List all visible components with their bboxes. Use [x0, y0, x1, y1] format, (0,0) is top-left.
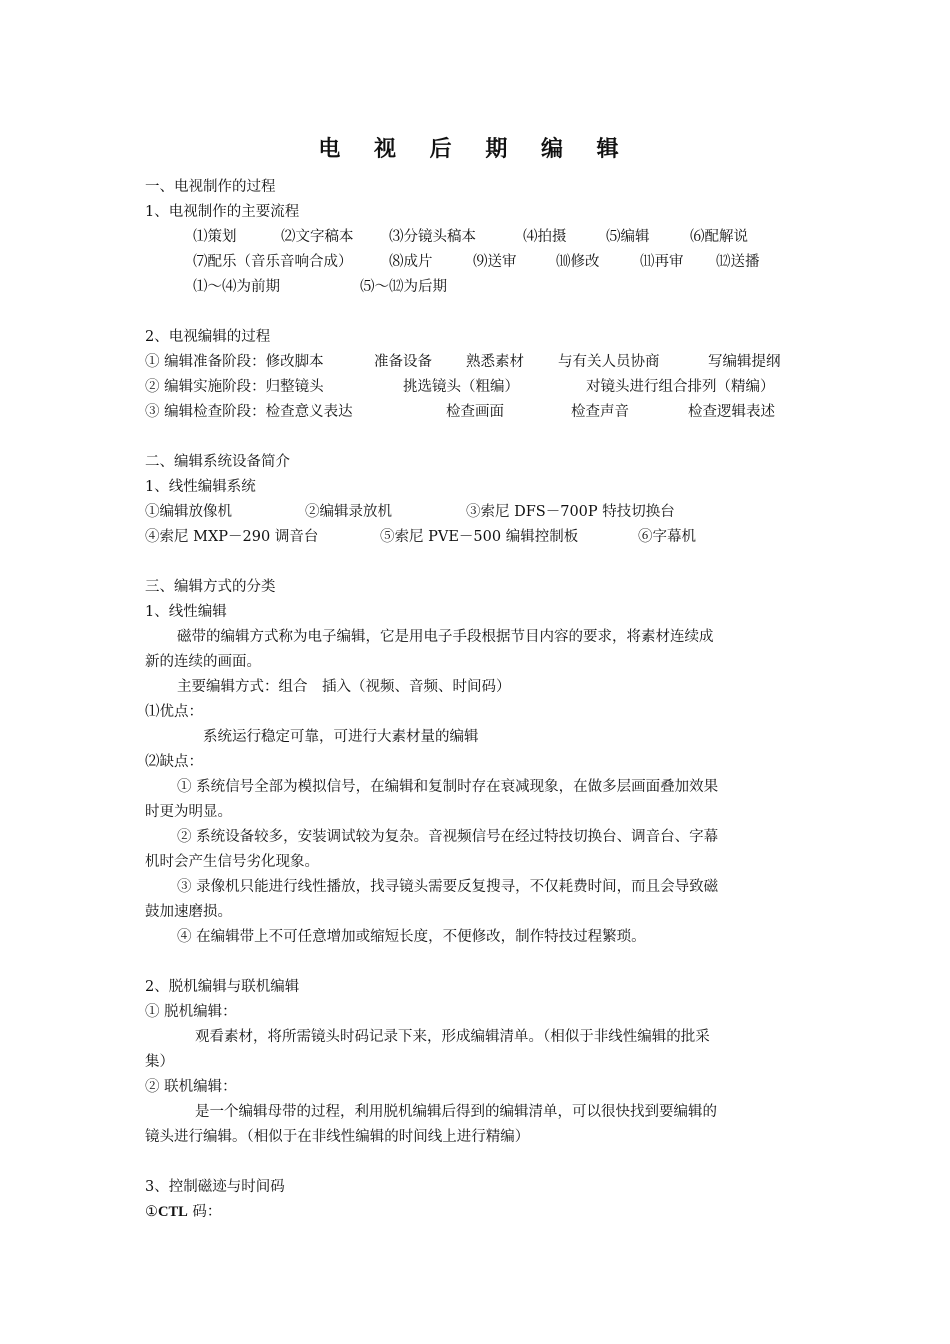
- stage-item: ③ 编辑检查阶段：检查意义表达: [145, 404, 353, 420]
- disadvantage-line: ③ 录像机只能进行线性播放，找寻镜头需要反复搜寻，不仅耗费时间，而且会导致磁: [177, 879, 719, 895]
- flow-item: ⑻成片: [389, 254, 433, 270]
- flow-item: ⑹配解说: [690, 229, 748, 245]
- section-heading-1: 一、电视制作的过程: [145, 179, 276, 195]
- flow-item: ⑵文字稿本: [281, 229, 354, 245]
- stage-item: 挑选镜头（粗编）: [403, 379, 519, 395]
- equipment-item: ②编辑录放机: [305, 504, 392, 520]
- paragraph-line: 观看素材，将所需镜头时码记录下来，形成编辑清单。（相似于非线性编辑的批采: [195, 1029, 710, 1045]
- equipment-item: ④索尼 MXP－290 调音台: [145, 529, 319, 545]
- stage-item: 熟悉素材: [466, 354, 524, 370]
- stage-item: 对镜头进行组合排列（精编）: [586, 379, 775, 395]
- flow-item: ⑽修改: [556, 254, 600, 270]
- section-heading-2: 二、编辑系统设备简介: [145, 454, 290, 470]
- flow-item: ⑶分镜头稿本: [389, 229, 476, 245]
- disadvantages-label: ⑵缺点：: [145, 754, 203, 770]
- flow-item: ⑸编辑: [606, 229, 650, 245]
- equipment-item: ①编辑放像机: [145, 504, 232, 520]
- flow-note: ⑸～⑿为后期: [360, 279, 447, 295]
- subheading-3-1: 1、线性编辑: [145, 604, 227, 620]
- ctl-code-label: [145, 1200, 810, 1225]
- flow-item: ⑴策划: [193, 229, 237, 245]
- stage-item: 与有关人员协商: [558, 354, 660, 370]
- ctl-number: ①: [145, 1204, 158, 1220]
- disadvantage-line: ④ 在编辑带上不可任意增加或缩短长度，不便修改，制作特技过程繁琐。: [177, 929, 646, 945]
- subheading-3-3: 3、控制磁迹与时间码: [145, 1179, 285, 1195]
- paragraph-line: 磁带的编辑方式称为电子编辑，它是用电子手段根据节目内容的要求，将素材连续成: [177, 629, 714, 645]
- disadvantage-line: 机时会产生信号劣化现象。: [145, 854, 319, 870]
- stage-item: 检查逻辑表述: [688, 404, 775, 420]
- flow-item: ⑿送播: [716, 254, 760, 270]
- paragraph-line: 镜头进行编辑。（相似于在非线性编辑的时间线上进行精编）: [145, 1129, 530, 1145]
- disadvantage-line: 鼓加速磨损。: [145, 904, 232, 920]
- flow-item: ⑼送审: [473, 254, 517, 270]
- subheading-1-1: 1、电视制作的主要流程: [145, 204, 300, 220]
- section-heading-3: 三、编辑方式的分类: [145, 579, 276, 595]
- subheading-2-1: 1、线性编辑系统: [145, 479, 256, 495]
- ctl-suffix: 码：: [187, 1204, 222, 1220]
- flow-note: ⑴～⑷为前期: [193, 279, 280, 295]
- disadvantage-line: 时更为明显。: [145, 804, 232, 820]
- stage-item: 检查画面: [446, 404, 504, 420]
- subheading-3-2: 2、脱机编辑与联机编辑: [145, 979, 300, 995]
- stage-item: ② 编辑实施阶段：归整镜头: [145, 379, 324, 395]
- disadvantage-line: ① 系统信号全部为模拟信号，在编辑和复制时存在衰减现象，在做多层画面叠加效果: [177, 779, 719, 795]
- paragraph-line: 主要编辑方式：组合 插入（视频、音频、时间码）: [177, 679, 511, 695]
- equipment-item: ③索尼 DFS－700P 特技切换台: [466, 504, 675, 520]
- paragraph-line: 是一个编辑母带的过程，利用脱机编辑后得到的编辑清单，可以很快找到要编辑的: [195, 1104, 717, 1120]
- equipment-item: ⑤索尼 PVE－500 编辑控制板: [380, 529, 579, 545]
- offline-label: ① 脱机编辑：: [145, 1004, 237, 1020]
- page-title: 电 视 后 期 编 辑: [318, 137, 632, 162]
- flow-item: ⑷拍摄: [523, 229, 567, 245]
- ctl-code: CTL: [158, 1204, 188, 1220]
- flow-item: ⑺配乐（音乐音响合成）: [193, 254, 353, 270]
- online-label: ② 联机编辑：: [145, 1079, 237, 1095]
- paragraph-line: 集）: [145, 1054, 174, 1070]
- stage-item: 准备设备: [374, 354, 432, 370]
- advantages-label: ⑴优点：: [145, 704, 203, 720]
- stage-item: ① 编辑准备阶段：修改脚本: [145, 354, 324, 370]
- flow-item: ⑾再审: [640, 254, 684, 270]
- stage-item: 检查声音: [571, 404, 629, 420]
- subheading-1-2: 2、电视编辑的过程: [145, 329, 271, 345]
- stage-item: 写编辑提纲: [708, 354, 781, 370]
- disadvantage-line: ② 系统设备较多，安装调试较为复杂。音视频信号在经过特技切换台、调音台、字幕: [177, 829, 719, 845]
- paragraph-line: 新的连续的画面。: [145, 654, 261, 670]
- equipment-item: ⑥字幕机: [638, 529, 696, 545]
- advantages-text: 系统运行稳定可靠，可进行大素材量的编辑: [203, 729, 479, 745]
